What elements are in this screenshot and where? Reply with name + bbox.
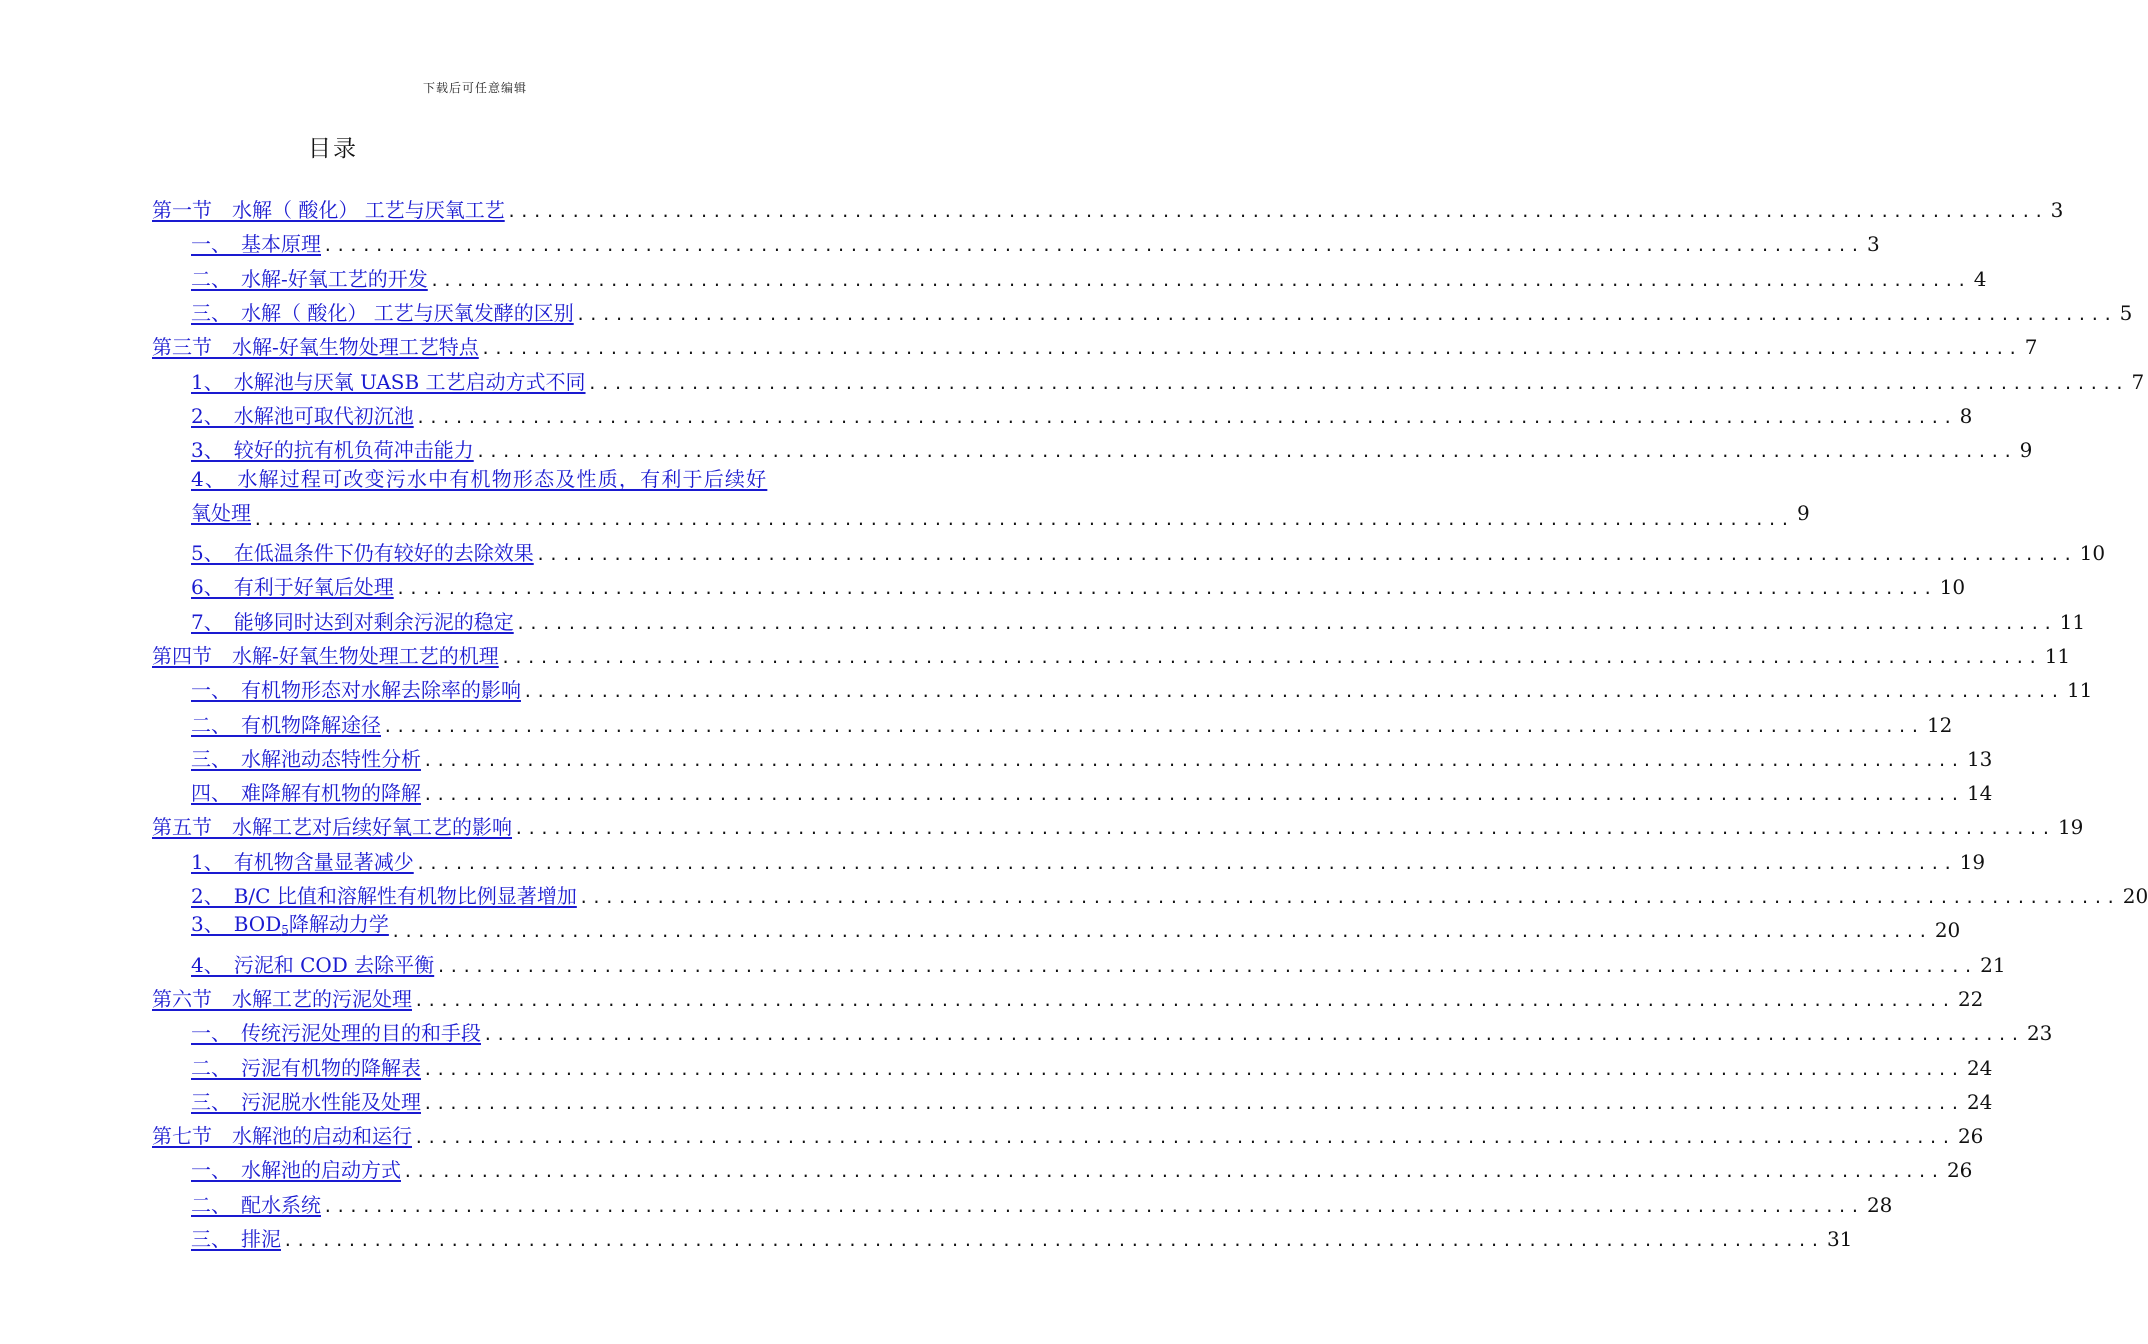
toc-entry-label[interactable]: 第三节 水解-好氧生物处理工艺特点 [152, 335, 479, 360]
toc-entry-label[interactable]: 1、 水解池与厌氧 UASB 工艺启动方式不同 [191, 369, 586, 394]
toc-page-number: 3 [2050, 198, 2064, 222]
dot-leader: ........................................................................................................................ [383, 716, 1923, 736]
toc-entry-label[interactable]: 二、 水解-好氧工艺的开发 [191, 266, 428, 291]
toc-entry-label-continued[interactable]: 氧处理 [191, 501, 251, 526]
toc-page-number: 4 [1973, 266, 1987, 291]
toc-subsection-entry[interactable] [191, 874, 2148, 908]
toc-page-number: 24 [1966, 1055, 1993, 1080]
toc-section-entry[interactable] [152, 325, 2038, 360]
dot-leader: ........................................................................................................................ [414, 1128, 1954, 1148]
toc-subsection-entry[interactable] [191, 703, 1953, 737]
dot-leader: ........................................................................................................................ [414, 990, 1954, 1010]
toc-subsection-entry[interactable] [191, 1046, 1993, 1080]
toc-page-number: 5 [2119, 300, 2133, 325]
dot-leader: ........................................................................................................................ [415, 407, 1956, 427]
toc-entry-label[interactable]: 3、 较好的抗有机负荷冲击能力 [191, 438, 474, 463]
toc-entry-label[interactable]: 二、 配水系统 [191, 1192, 321, 1217]
toc-subsection-entry[interactable] [191, 1183, 1893, 1217]
toc-page-number: 19 [2057, 815, 2084, 840]
dot-leader: ........................................................................................................................ [535, 545, 2076, 564]
toc-page-number: 21 [1980, 952, 2006, 977]
toc-subsection-entry[interactable] [191, 840, 1986, 874]
toc-entry-label[interactable]: 一、 有机物形态对水解去除率的影响 [191, 678, 521, 703]
dot-leader: ........................................................................................................................ [475, 442, 2016, 462]
toc-entry-label[interactable]: 第七节 水解池的启动和运行 [152, 1124, 412, 1149]
toc-page-number: 11 [2066, 678, 2093, 703]
toc-entry-label[interactable]: 第一节 水解（ 酸化） 工艺与厌氧工艺 [152, 198, 505, 222]
toc-section-entry[interactable] [152, 977, 1984, 1011]
dot-leader: ........................................................................................................................ [480, 339, 2021, 359]
toc-section-entry[interactable] [152, 1114, 1984, 1149]
toc-entry-label[interactable]: 6、 有利于好氧后处理 [191, 575, 394, 600]
dot-leader: ........................................................................................................................ [423, 750, 1963, 770]
dot-leader: ........................................................................................................................ [323, 1196, 1863, 1216]
toc-page-number: 10 [2079, 541, 2106, 565]
toc-entry-label[interactable]: 一、 水解池的启动方式 [191, 1158, 401, 1183]
dot-leader: ........................................................................................................................ [515, 613, 2056, 633]
toc-entry-label[interactable]: 7、 能够同时达到对剩余污泥的稳定 [191, 609, 514, 634]
toc-entry-label[interactable]: 四、 难降解有机物的降解 [191, 781, 421, 806]
toc-subsection-entry[interactable] [191, 600, 2086, 634]
dot-leader: ........................................................................................................................ [423, 1093, 1963, 1113]
toc-entry-label[interactable]: 三、 水解池动态特性分析 [191, 746, 421, 771]
toc-subsection-entry[interactable] [191, 668, 2093, 703]
toc-page-number: 7 [2024, 335, 2038, 360]
toc-entry-label[interactable]: 1、 有机物含量显著减少 [191, 849, 414, 874]
toc-page-number: 26 [1957, 1124, 1984, 1149]
toc-page-number: 26 [1946, 1158, 1973, 1183]
toc-subsection-entry[interactable] [191, 1080, 1993, 1114]
toc-page-number: 11 [2059, 609, 2086, 634]
toc-page-number: 23 [2026, 1021, 2053, 1046]
toc-subsection-entry[interactable] [191, 291, 2133, 325]
toc-section-entry[interactable] [152, 188, 2064, 222]
toc-page-number: 13 [1966, 746, 1993, 771]
toc-title: 目录 [308, 136, 358, 162]
toc-entry[interactable] [191, 462, 1810, 530]
toc-page-number: 3 [1866, 232, 1880, 257]
toc-page-number: 9 [2019, 438, 2033, 463]
toc-page-number: 9 [1796, 501, 1810, 526]
dot-leader: ........................................................................................................................ [514, 819, 2054, 839]
toc-entry-label[interactable]: 第四节 水解-好氧生物处理工艺的机理 [152, 643, 499, 668]
dot-leader: ........................................................................................................................ [423, 785, 1963, 805]
toc-subsection-entry[interactable] [191, 771, 1993, 806]
subscript: 5 [281, 923, 289, 938]
toc-subsection-entry[interactable] [191, 943, 2006, 977]
toc-entry-label-part: 降解动力学 [288, 912, 389, 937]
toc-entry-label[interactable]: 二、 有机物降解途径 [191, 712, 381, 737]
toc-entry-label[interactable]: 一、 传统污泥处理的目的和手段 [191, 1021, 481, 1046]
toc-entry-label[interactable]: 二、 污泥有机物的降解表 [191, 1055, 421, 1080]
dot-leader: ........................................................................................................................ [587, 373, 2128, 393]
toc-page-number: 7 [2131, 369, 2145, 394]
dot-leader: ........................................................................................................................ [506, 202, 2047, 221]
dot-leader: ........................................................................................................................ [253, 510, 1793, 530]
toc-entry-label[interactable]: 三、 排泥 [191, 1227, 281, 1251]
dot-leader: ........................................................................................................................ [575, 304, 2116, 324]
toc-entry-label[interactable]: 三、 水解（ 酸化） 工艺与厌氧发酵的区别 [191, 300, 574, 325]
toc-subsection-entry[interactable] [191, 565, 1966, 600]
toc-subsection-entry[interactable] [191, 394, 1973, 428]
toc-subsection-entry[interactable] [191, 257, 1987, 291]
toc-entry-label[interactable]: 三、 污泥脱水性能及处理 [191, 1089, 421, 1114]
toc-entry-label[interactable]: 第五节 水解工艺对后续好氧工艺的影响 [152, 815, 512, 840]
toc-subsection-entry[interactable] [191, 222, 1880, 257]
toc-subsection-entry[interactable] [191, 360, 2145, 394]
toc-entry-label[interactable]: 2、 水解池可取代初沉池 [191, 403, 414, 428]
toc-page-number: 22 [1957, 986, 1984, 1011]
toc-subsection-entry[interactable] [191, 1011, 2053, 1046]
toc-entry-label[interactable]: 第六节 水解工艺的污泥处理 [152, 986, 412, 1011]
toc-section-entry[interactable] [152, 805, 2084, 840]
toc-page-number: 12 [1926, 712, 1953, 737]
toc-subsection-entry[interactable] [191, 428, 2033, 463]
dot-leader: ........................................................................................................................ [415, 853, 1956, 873]
toc-entry-label[interactable] [191, 912, 389, 942]
toc-subsection-entry[interactable] [191, 1148, 1973, 1183]
dot-leader: ........................................................................................................................ [423, 1059, 1963, 1079]
toc-entry-label[interactable]: 4、 污泥和 COD 去除平衡 [191, 952, 435, 977]
toc-entry-label-part: 3、 BOD [191, 912, 282, 937]
toc-page-number: 8 [1959, 403, 1973, 428]
dot-leader: ........................................................................................................................ [323, 236, 1863, 256]
dot-leader: ........................................................................................................................ [390, 922, 1931, 942]
toc-page-number: 20 [2122, 884, 2148, 908]
dot-leader: ........................................................................................................................ [500, 647, 2041, 667]
dot-leader: ........................................................................................................................ [283, 1231, 1823, 1250]
toc-page-number: 31 [1826, 1227, 1853, 1251]
dot-leader: ........................................................................................................................ [523, 682, 2063, 702]
toc-section-entry[interactable] [152, 634, 2071, 668]
toc-entry-label[interactable]: 5、 在低温条件下仍有较好的去除效果 [191, 541, 534, 565]
dot-leader: ........................................................................................................................ [403, 1162, 1943, 1182]
toc-page-number: 20 [1934, 918, 1961, 943]
toc-page-number: 28 [1866, 1192, 1893, 1217]
toc-entry-label[interactable]: 4、 水解过程可改变污水中有机物形态及性质，有利于后续好 [191, 467, 768, 492]
toc-entry-label[interactable]: 2、 B/C 比值和溶解性有机物比例显著增加 [191, 884, 577, 908]
dot-leader: ........................................................................................................................ [429, 270, 1970, 290]
toc-subsection-entry[interactable] [191, 1217, 1853, 1251]
toc-subsection-entry[interactable] [191, 737, 1993, 771]
toc-subsection-entry[interactable] [191, 531, 2106, 565]
toc-page-number: 14 [1966, 781, 1993, 806]
toc-page-number: 10 [1939, 575, 1966, 600]
page-header: 下载后可任意编辑 [422, 81, 527, 95]
dot-leader: ........................................................................................................................ [578, 888, 2119, 907]
dot-leader: ........................................................................................................................ [436, 956, 1977, 976]
toc-page-number: 11 [2044, 643, 2071, 668]
toc-page-number: 19 [1959, 849, 1986, 874]
toc-page-number: 24 [1966, 1089, 1993, 1114]
dot-leader: ........................................................................................................................ [483, 1025, 2023, 1045]
toc-entry-label[interactable]: 一、 基本原理 [191, 232, 321, 257]
toc-subsection-entry[interactable] [191, 908, 1961, 943]
dot-leader: ........................................................................................................................ [395, 579, 1936, 599]
